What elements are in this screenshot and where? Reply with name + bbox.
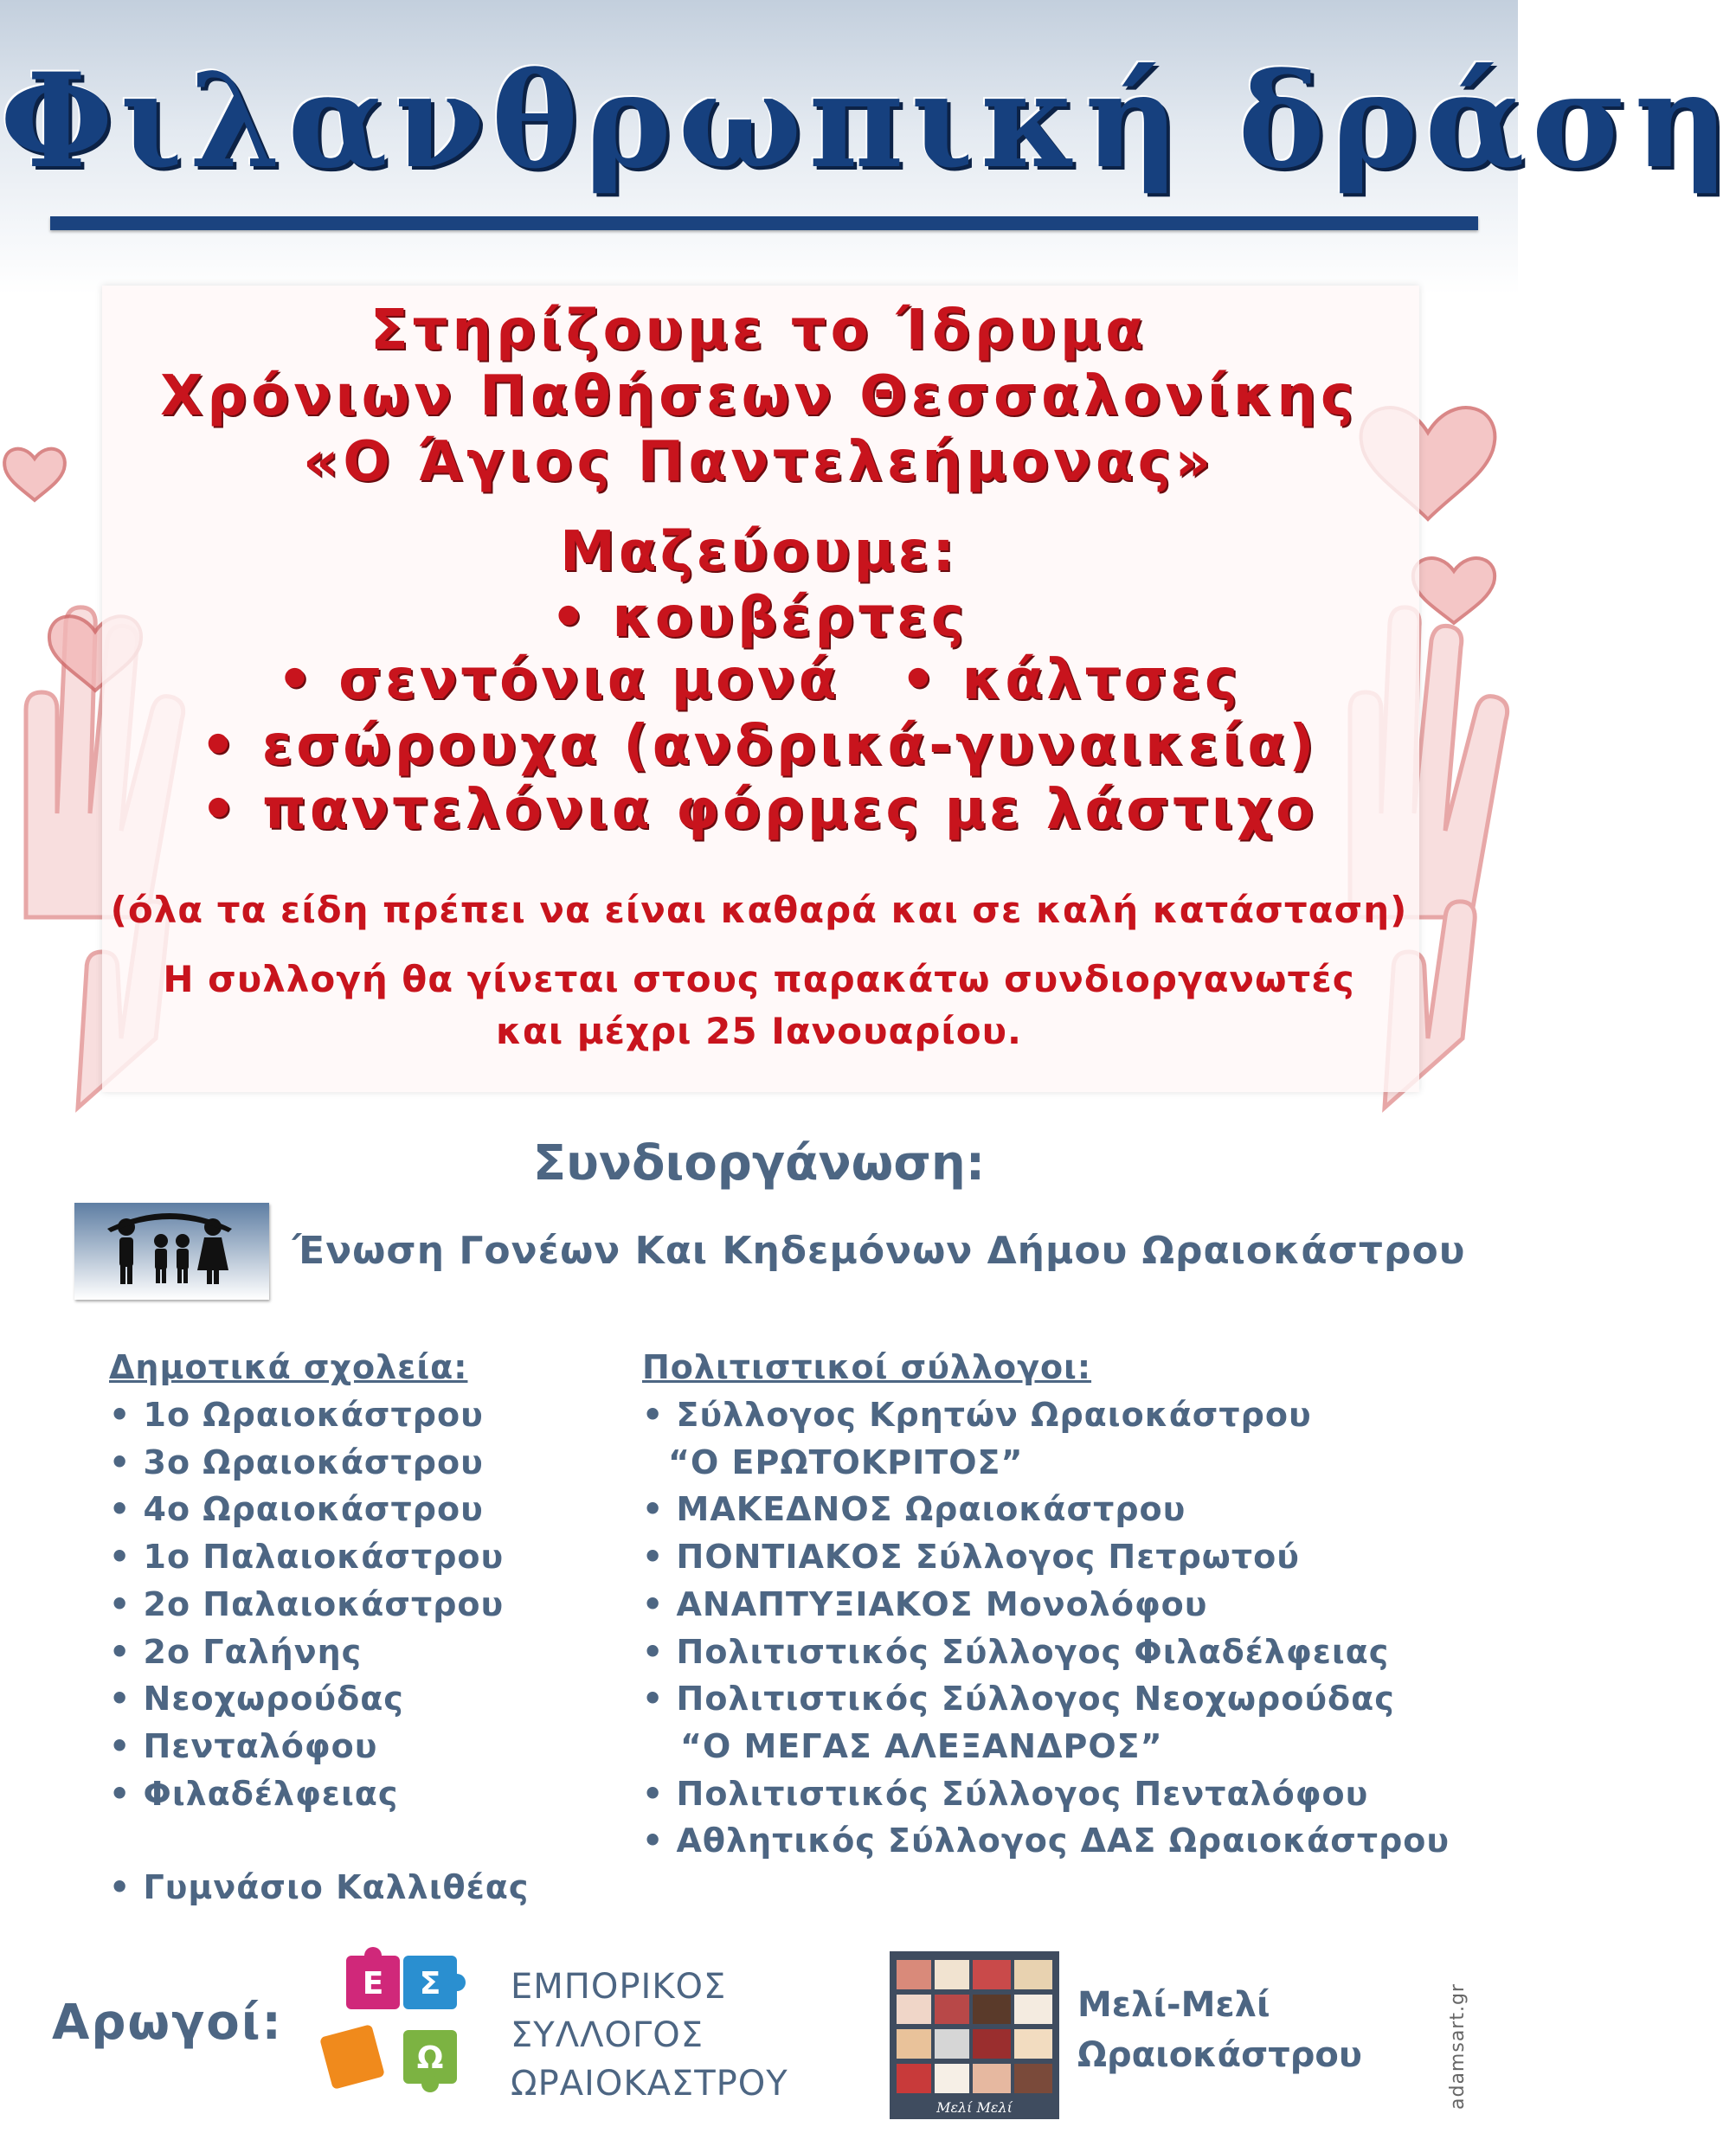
- club-item: • ΑΝΑΠΤΥΞΙΑΚΟΣ Μονολόφου: [642, 1584, 1208, 1623]
- title-underline: [50, 216, 1478, 230]
- club-item: • Πολιτιστικός Σύλλογος Πενταλόφου: [642, 1774, 1369, 1813]
- clubs-column: [642, 1343, 1450, 1865]
- school-item: • 4ο Ωραιοκάστρου: [109, 1490, 484, 1529]
- merchants-association-logo: [320, 1947, 493, 2120]
- collection-info-line-2: και μέχρι 25 Ιανουαρίου.: [496, 1010, 1022, 1052]
- merchants-association-name: [511, 1963, 788, 2108]
- school-item: • 1ο Ωραιοκάστρου: [109, 1396, 484, 1434]
- school-item: • 1ο Παλαιοκάστρου: [109, 1538, 505, 1577]
- puzzle-piece-icon: [319, 2024, 385, 2090]
- school-item: • 2ο Γαλήνης: [109, 1632, 363, 1671]
- school-item: • 2ο Παλαιοκάστρου: [109, 1584, 505, 1623]
- collect-item: • εσώρουχα (ανδρικά-γυναικεία): [200, 714, 1318, 778]
- pastry-shop-name: [1077, 1980, 1362, 2080]
- parents-union-logo: [74, 1203, 269, 1300]
- school-item: • Πενταλόφου: [109, 1726, 378, 1765]
- logo-letter: Ω: [416, 2040, 444, 2076]
- club-item: • Σύλλογος Κρητών Ωραιοκάστρου: [642, 1396, 1312, 1434]
- family-icon: [74, 1203, 269, 1300]
- condition-note: (όλα τα είδη πρέπει να είναι καθαρά και σε καλή κατάσταση): [110, 889, 1408, 931]
- designer-credit: adamsart.gr: [1447, 1983, 1469, 2110]
- club-item: • Πολιτιστικός Σύλλογος Νεοχωρούδας: [642, 1680, 1395, 1719]
- logo-letter: Ε: [362, 1966, 384, 2001]
- intro-line-2: Χρόνιων Παθήσεων Θεσσαλονίκης: [160, 364, 1358, 428]
- organizers-heading: Συνδιοργάνωση:: [532, 1135, 986, 1192]
- club-item-continuation: “Ο ΕΡΩΤΟΚΡΙΤΟΣ”: [668, 1442, 1024, 1481]
- schools-heading: Δημοτικά σχολεία:: [109, 1348, 468, 1386]
- page-title: Φιλανθρωπική δράση: [0, 45, 1736, 197]
- clubs-heading: Πολιτιστικοί σύλλογοι:: [642, 1348, 1092, 1386]
- merchants-name-line: ΕΜΠΟΡΙΚΟΣ: [511, 1967, 727, 2007]
- school-item: • 3ο Ωραιοκάστρου: [109, 1442, 484, 1481]
- club-item: • Αθλητικός Σύλλογος ΔΑΣ Ωραιοκάστρου: [642, 1822, 1450, 1860]
- collect-item: • κάλτσες: [900, 648, 1241, 712]
- logo-letter: Σ: [419, 1966, 441, 2001]
- intro-line-3: «Ο Άγιος Παντελεήμονας»: [303, 430, 1215, 494]
- shop-logo-text: Μελί Μελί: [936, 2099, 1013, 2116]
- shop-name-line: Ωραιοκάστρου: [1077, 2035, 1362, 2075]
- club-item: • ΜΑΚΕΔΝΟΣ Ωραιοκάστρου: [642, 1490, 1186, 1529]
- collect-item: • σεντόνια μονά: [277, 648, 840, 712]
- collect-item: • κουβέρτες: [550, 586, 968, 650]
- club-item-continuation: “Ο ΜΕΓΑΣ ΑΛΕΞΑΝΔΡΟΣ”: [680, 1726, 1163, 1765]
- merchants-name-line: ΩΡΑΙΟΚΑΣΤΡΟΥ: [511, 2064, 788, 2104]
- pastry-shop-logo: [890, 1951, 1059, 2119]
- merchants-name-line: ΣΥΛΛΟΓΟΣ: [511, 2015, 704, 2055]
- club-item: • ΠΟΝΤΙΑΚΟΣ Σύλλογος Πετρωτού: [642, 1538, 1300, 1577]
- collect-item: • παντελόνια φόρμες με λάστιχο: [200, 778, 1318, 842]
- collect-heading: Μαζεύουμε:: [560, 520, 958, 584]
- shop-name-line: Μελί-Μελί: [1077, 1985, 1270, 2025]
- school-item-gymnasium: • Γυμνάσιο Καλλιθέας: [109, 1868, 530, 1907]
- parents-union-name: Ένωση Γονέων Και Κηδεμόνων Δήμου Ωραιοκάστρου: [293, 1229, 1466, 1273]
- club-item: • Πολιτιστικός Σύλλογος Φιλαδέλφειας: [642, 1632, 1390, 1671]
- collection-info-line-1: Η συλλογή θα γίνεται στους παρακάτω συνδιοργανωτές: [163, 958, 1355, 1000]
- school-item: • Νεοχωρούδας: [109, 1680, 404, 1719]
- collect-item-row: [0, 646, 1518, 715]
- intro-line-1: Στηρίζουμε το Ίδρυμα: [370, 299, 1148, 363]
- school-item: • Φιλαδέλφειας: [109, 1774, 399, 1813]
- schools-column: [109, 1343, 529, 1911]
- sponsors-heading: Αρωγοί:: [52, 1995, 283, 2051]
